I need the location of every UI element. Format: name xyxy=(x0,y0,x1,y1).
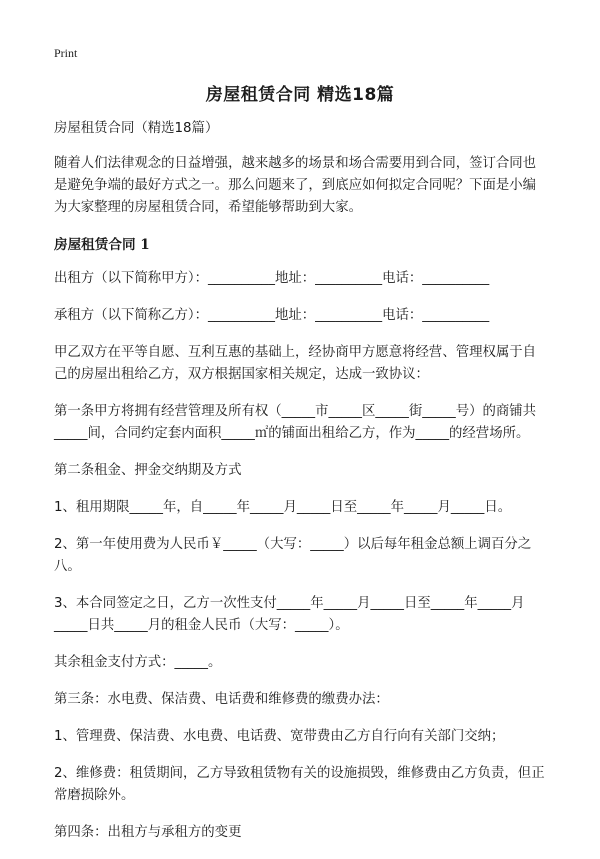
article-2-item-2: 2、第一年使用费为人民币￥_____（大写：_____）以后每年租金总额上调百分之八。 xyxy=(54,537,532,574)
article-2-heading: 第二条租金、押金交纳期及方式 xyxy=(54,463,242,478)
intro-paragraph: 随着人们法律观念的日益增强，越来越多的场景和场合需要用到合同，签订合同也是避免争端的最好方式之一。那么问题来了，到底应如何拟定合同呢？下面是小编为大家整理的房屋租赁合同，希望能够帮助到大家。 xyxy=(54,156,537,215)
document-subtitle: 房屋租赁合同（精选18篇） xyxy=(54,121,219,136)
other-payment-line: 其余租金支付方式：_____。 xyxy=(54,655,222,670)
article-3-item-2: 2、维修费：租赁期间，乙方导致租赁物有关的设施损毁，维修费由乙方负责，但正常磨损除外。 xyxy=(54,766,545,803)
print-link[interactable]: Print xyxy=(54,46,78,60)
article-3-item-1: 1、管理费、保洁费、水电费、电话费、宽带费由乙方自行向有关部门交纳； xyxy=(54,729,505,744)
lessor-line: 出租方（以下简称甲方）：__________地址：__________电话：__________ xyxy=(54,271,490,286)
article-4-heading: 第四条：出租方与承租方的变更 xyxy=(54,825,242,840)
article-2-item-1: 1、租用期限_____年，自_____年_____月_____日至_____年_____月_____日。 xyxy=(54,500,512,515)
section-heading: 房屋租赁合同 1 xyxy=(54,237,150,253)
agreement-paragraph: 甲乙双方在平等自愿、互利互惠的基础上，经协商甲方愿意将经营、管理权属于自己的房屋出租给乙方，双方根据国家相关规定，达成一致协议： xyxy=(54,345,537,382)
lessee-line: 承租方（以下简称乙方）：__________地址：__________电话：__________ xyxy=(54,308,490,323)
document-title: 房屋租赁合同 精选18篇 xyxy=(205,85,395,105)
article-3-heading: 第三条：水电费、保洁费、电话费和维修费的缴费办法： xyxy=(54,692,389,707)
document-body xyxy=(54,118,546,859)
article-2-item-3: 3、本合同签定之日，乙方一次性支付_____年_____月_____日至_____年_____月_____日共_____月的租金人民币（大写：_____）。 xyxy=(54,596,525,633)
article-1: 第一条甲方将拥有经营管理及所有权（_____市_____区_____街_____号）的商铺共_____间，合同约定套内面积_____㎡的铺面出租给乙方，作为_____的经营场所。 xyxy=(54,404,537,441)
